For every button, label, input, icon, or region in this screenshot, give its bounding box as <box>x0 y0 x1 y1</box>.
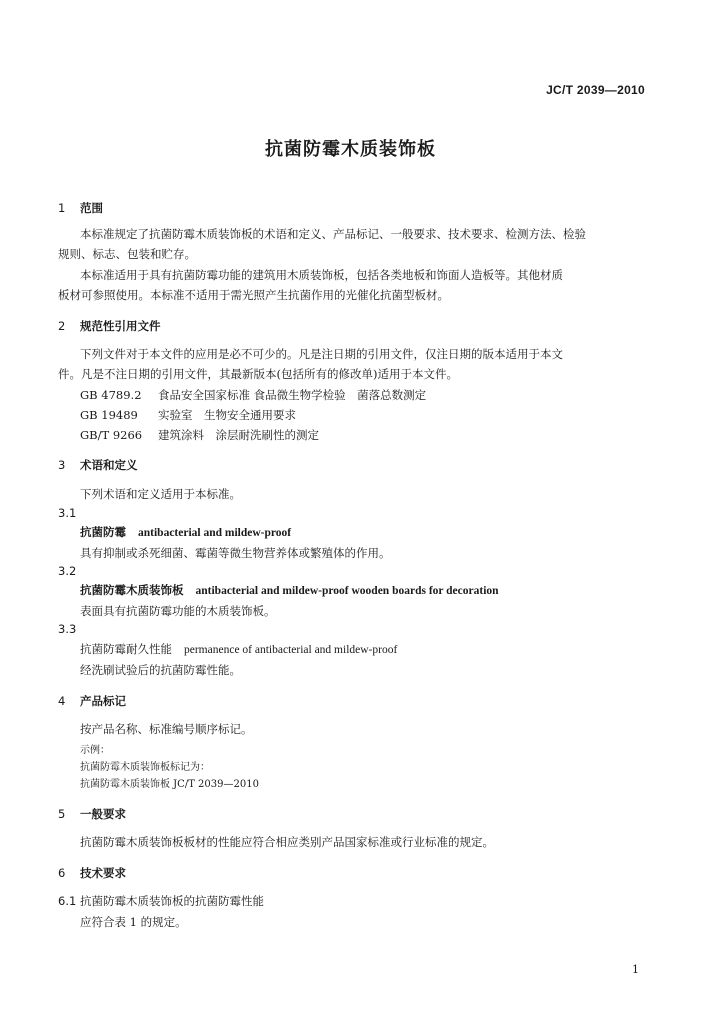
section-number: 3 <box>58 458 66 472</box>
term-name: 抗菌防霉木质装饰板 <box>80 583 184 597</box>
term-number: 3.2 <box>58 564 77 578</box>
reference-title: 实验室 生物安全通用要求 <box>158 408 296 422</box>
section-5-heading <box>58 806 126 822</box>
paragraph: 规则、标志、包装和贮存。 <box>58 247 196 261</box>
paragraph: 件。凡是不注日期的引用文件，其最新版本(包括所有的修改单)适用于本文件。 <box>58 367 458 381</box>
example-line: 抗菌防霉木质装饰板标记为： <box>80 762 210 773</box>
term-definition: 经洗刷试验后的抗菌防霉性能。 <box>80 663 241 677</box>
term-english: antibacterial and mildew-proof wooden boards for decoration <box>195 585 499 597</box>
section-title: 规范性引用文件 <box>80 319 161 333</box>
section-number: 4 <box>58 694 66 708</box>
paragraph: 本标准规定了抗菌防霉木质装饰板的术语和定义、产品标记、一般要求、技术要求、检测方法、检验 <box>80 227 586 241</box>
subsection-number: 6.1 <box>58 894 77 908</box>
paragraph: 下列文件对于本文件的应用是必不可少的。凡是注日期的引用文件，仅注日期的版本适用于本文 <box>80 347 563 361</box>
section-number: 5 <box>58 807 66 821</box>
paragraph: 下列术语和定义适用于本标准。 <box>80 487 241 501</box>
term-definition: 表面具有抗菌防霉功能的木质装饰板。 <box>80 604 276 618</box>
term-number: 3.3 <box>58 622 77 636</box>
paragraph: 抗菌防霉木质装饰板板材的性能应符合相应类别产品国家标准或行业标准的规定。 <box>80 835 494 849</box>
section-title: 一般要求 <box>80 807 126 821</box>
paragraph: 板材可参照使用。本标准不适用于需光照产生抗菌作用的光催化抗菌型板材。 <box>58 288 449 302</box>
paragraph: 按产品名称、标准编号顺序标记。 <box>80 722 253 736</box>
reference-item <box>80 427 319 443</box>
reference-code: GB 19489 <box>80 408 138 422</box>
section-2-heading <box>58 318 161 334</box>
example-label: 示例： <box>80 745 110 756</box>
section-title: 技术要求 <box>80 866 126 880</box>
section-number: 2 <box>58 319 66 333</box>
section-4-heading <box>58 693 126 709</box>
term-name: 抗菌防霉 <box>80 525 126 539</box>
section-6-heading <box>58 865 126 881</box>
section-3-heading <box>58 457 138 473</box>
term-english: antibacterial and mildew-proof <box>138 527 292 539</box>
standard-number: JC/T 2039—2010 <box>546 83 645 97</box>
subsection-6-1-heading <box>58 893 264 909</box>
reference-code: GB/T 9266 <box>80 428 143 442</box>
section-title: 术语和定义 <box>80 458 138 472</box>
subsection-title: 抗菌防霉木质装饰板的抗菌防霉性能 <box>80 894 264 908</box>
paragraph: 应符合表 1 的规定。 <box>80 915 187 929</box>
section-1-heading <box>58 200 103 216</box>
term-line <box>80 641 397 657</box>
section-number: 1 <box>58 201 66 215</box>
term-name: 抗菌防霉耐久性能 <box>80 642 172 656</box>
document-title: 抗菌防霉木质装饰板 <box>265 139 436 160</box>
reference-item <box>80 387 426 403</box>
page-number: 1 <box>632 963 639 976</box>
term-number: 3.1 <box>58 506 77 520</box>
reference-title: 建筑涂料 涂层耐洗刷性的测定 <box>158 428 319 442</box>
section-title: 产品标记 <box>80 694 126 708</box>
section-number: 6 <box>58 866 66 880</box>
reference-code: GB 4789.2 <box>80 388 142 402</box>
reference-title: 食品安全国家标准 食品微生物学检验 菌落总数测定 <box>158 388 427 402</box>
term-english: permanence of antibacterial and mildew-proof <box>184 644 398 656</box>
term-line <box>80 524 291 540</box>
reference-item <box>80 407 296 423</box>
example-line: 抗菌防霉木质装饰板 JC/T 2039—2010 <box>80 779 259 790</box>
section-title: 范围 <box>80 201 103 215</box>
paragraph: 本标准适用于具有抗菌防霉功能的建筑用木质装饰板，包括各类地板和饰面人造板等。其他材质 <box>80 268 563 282</box>
term-definition: 具有抑制或杀死细菌、霉菌等微生物营养体或繁殖体的作用。 <box>80 546 391 560</box>
term-line <box>80 582 499 598</box>
